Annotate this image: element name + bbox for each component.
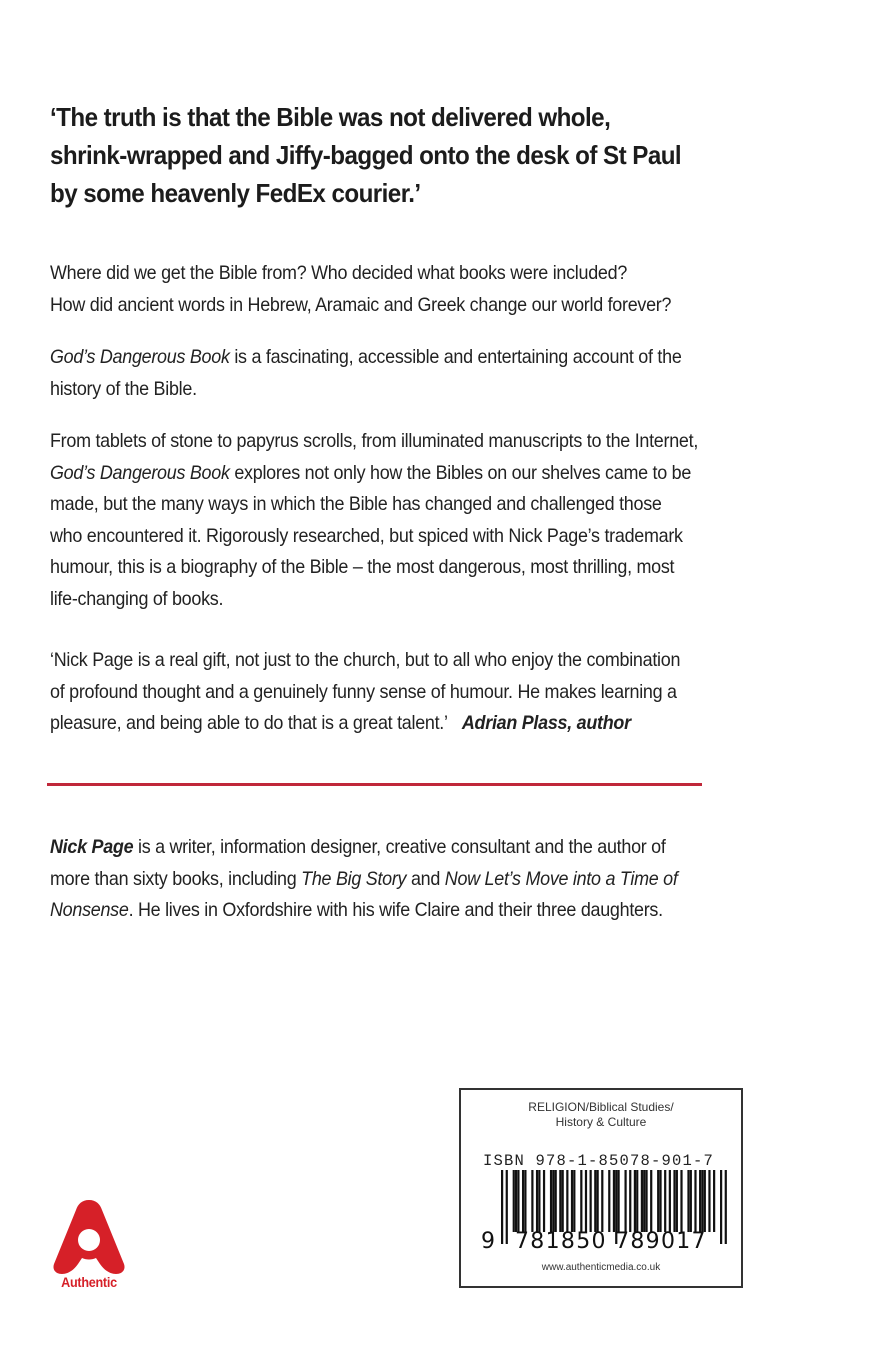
- paragraph-text: more than sixty books, including: [50, 867, 302, 890]
- category-line: RELIGION/Biblical Studies/: [528, 1100, 674, 1114]
- pull-quote: [50, 98, 775, 212]
- barcode-bar: [701, 1170, 703, 1232]
- barcode-bar: [624, 1170, 626, 1232]
- book-title: The Big Story: [301, 867, 407, 890]
- author-bio: [50, 832, 786, 927]
- barcode-bar: [664, 1170, 666, 1232]
- barcode-bar: [650, 1170, 652, 1232]
- authentic-a-logo-icon: [44, 1198, 134, 1278]
- barcode-bar: [657, 1170, 659, 1232]
- category-line: History & Culture: [555, 1115, 647, 1129]
- barcode-bar: [580, 1170, 582, 1232]
- intro-questions-paragraph: [50, 258, 786, 321]
- barcode-bar: [531, 1170, 533, 1232]
- paragraph-line: life-changing of books.: [50, 587, 224, 610]
- barcode-bar: [641, 1170, 643, 1232]
- barcode-bar: [562, 1170, 564, 1232]
- paragraph-line: history of the Bible.: [50, 377, 197, 400]
- barcode-bar: [566, 1170, 568, 1232]
- publisher-website: www.authenticmedia.co.uk: [541, 1262, 661, 1273]
- barcode-box: [459, 1088, 743, 1288]
- summary-paragraph: [50, 342, 786, 405]
- isbn-number: ISBN 978-1-85078-901-7: [483, 1152, 715, 1170]
- paragraph-text: is a fascinating, accessible and entertaining account of the: [229, 346, 682, 368]
- paragraph-line: Where did we get the Bible from? Who decided what books were included?: [50, 262, 628, 284]
- book-title: God’s Dangerous Book: [50, 346, 230, 368]
- barcode-bar: [608, 1170, 610, 1232]
- barcode-bar: [704, 1170, 706, 1232]
- pull-quote-line: ‘The truth is that the Bible was not delivered whole,: [50, 102, 611, 132]
- barcode-bar: [573, 1170, 575, 1232]
- barcode-bar: [645, 1170, 647, 1232]
- paragraph-text: . He lives in Oxfordshire with his wife Claire and their three daughters.: [128, 899, 663, 921]
- barcode-bar: [643, 1170, 645, 1232]
- paragraph-line: How did ancient words in Hebrew, Aramaic and Greek change our world forever?: [50, 293, 672, 316]
- paragraph-text: is a writer, information designer, creative consultant and the author of: [133, 836, 666, 858]
- barcode-bar: [538, 1170, 540, 1232]
- barcode-bar: [597, 1170, 599, 1232]
- barcode-bar: [617, 1170, 619, 1232]
- barcode-bar: [634, 1170, 636, 1232]
- author-name: Nick Page: [50, 836, 134, 858]
- barcode-bar: [629, 1170, 631, 1232]
- barcode-bar: [536, 1170, 538, 1232]
- paragraph-line: From tablets of stone to papyrus scrolls, from illuminated manuscripts to the Internet,: [50, 430, 699, 452]
- book-title: Now Let’s Move into a Time of: [444, 867, 678, 890]
- barcode-bar: [694, 1170, 696, 1232]
- paragraph-line: humour, this is a biography of the Bible – the most dangerous, most thrilling, most: [50, 556, 675, 578]
- paragraph-line: [50, 342, 786, 374]
- ean-digits: 781850 789017: [515, 1229, 707, 1254]
- barcode-bar: [636, 1170, 638, 1232]
- paragraph-line: who encountered it. Rigorously researched, but spiced with Nick Page’s trademark: [50, 524, 683, 547]
- barcode-bar: [501, 1170, 503, 1244]
- endorsement-attribution: Adrian Plass, author: [461, 712, 631, 734]
- paragraph-line: [50, 458, 786, 490]
- barcode-bar: [669, 1170, 671, 1232]
- barcode-bar: [720, 1170, 722, 1244]
- book-title: Nonsense: [50, 899, 129, 921]
- barcode-bar: [708, 1170, 710, 1232]
- barcode-bar: [594, 1170, 596, 1232]
- pull-quote-line: by some heavenly FedEx courier.’: [50, 178, 421, 208]
- section-divider: [47, 783, 702, 786]
- barcode-bar: [601, 1170, 603, 1232]
- barcode-bar: [550, 1170, 552, 1232]
- barcode-bar: [552, 1170, 554, 1232]
- barcode-bar: [687, 1170, 689, 1232]
- paragraph-line: of profound thought and a genuinely funny sense of humour. He makes learning a: [50, 680, 677, 703]
- barcode-bar: [713, 1170, 715, 1232]
- paragraph-line: [50, 864, 786, 896]
- paragraph-text: pleasure, and being able to do that is a great talent.’: [50, 712, 448, 734]
- paragraph-text: and: [406, 867, 445, 890]
- barcode-bar: [524, 1170, 526, 1232]
- publisher-logo: [44, 1198, 134, 1294]
- barcode-bar: [517, 1170, 519, 1232]
- barcode-bar: [690, 1170, 692, 1232]
- publisher-name: Authentic: [61, 1274, 117, 1290]
- barcode-bar: [725, 1170, 727, 1244]
- book-title: God’s Dangerous Book: [50, 461, 230, 484]
- barcode-bar: [513, 1170, 515, 1232]
- barcode-bar: [673, 1170, 675, 1232]
- barcode-bar: [571, 1170, 573, 1232]
- barcode-bar: [680, 1170, 682, 1232]
- barcode-bar: [676, 1170, 678, 1232]
- paragraph-line: [50, 832, 786, 864]
- barcode-bar: [543, 1170, 545, 1232]
- endorsement-quote: [50, 645, 786, 740]
- paragraph-line: made, but the many ways in which the Bible has changed and challenged those: [50, 493, 662, 515]
- barcode-bar: [559, 1170, 561, 1232]
- paragraph-line: [50, 895, 786, 927]
- barcode-bar: [506, 1170, 508, 1244]
- barcode-bar: [613, 1170, 615, 1232]
- barcode-bar: [590, 1170, 592, 1232]
- barcode-bar: [585, 1170, 587, 1232]
- paragraph-line: ‘Nick Page is a real gift, not just to the church, but to all who enjoy the combination: [50, 649, 681, 671]
- paragraph-line: [50, 708, 786, 740]
- paragraph-text: explores not only how the Bibles on our shelves came to be: [229, 461, 692, 484]
- ean-lead-digit: 9: [481, 1229, 495, 1254]
- pull-quote-line: shrink-wrapped and Jiffy-bagged onto the desk of St Paul: [50, 140, 682, 170]
- barcode-bar: [515, 1170, 517, 1232]
- barcode-bar: [522, 1170, 524, 1232]
- barcode-bar: [659, 1170, 661, 1232]
- barcode-bar: [699, 1170, 701, 1232]
- book-category: [461, 1100, 741, 1130]
- barcode-bar: [555, 1170, 557, 1232]
- description-paragraph: [50, 426, 786, 615]
